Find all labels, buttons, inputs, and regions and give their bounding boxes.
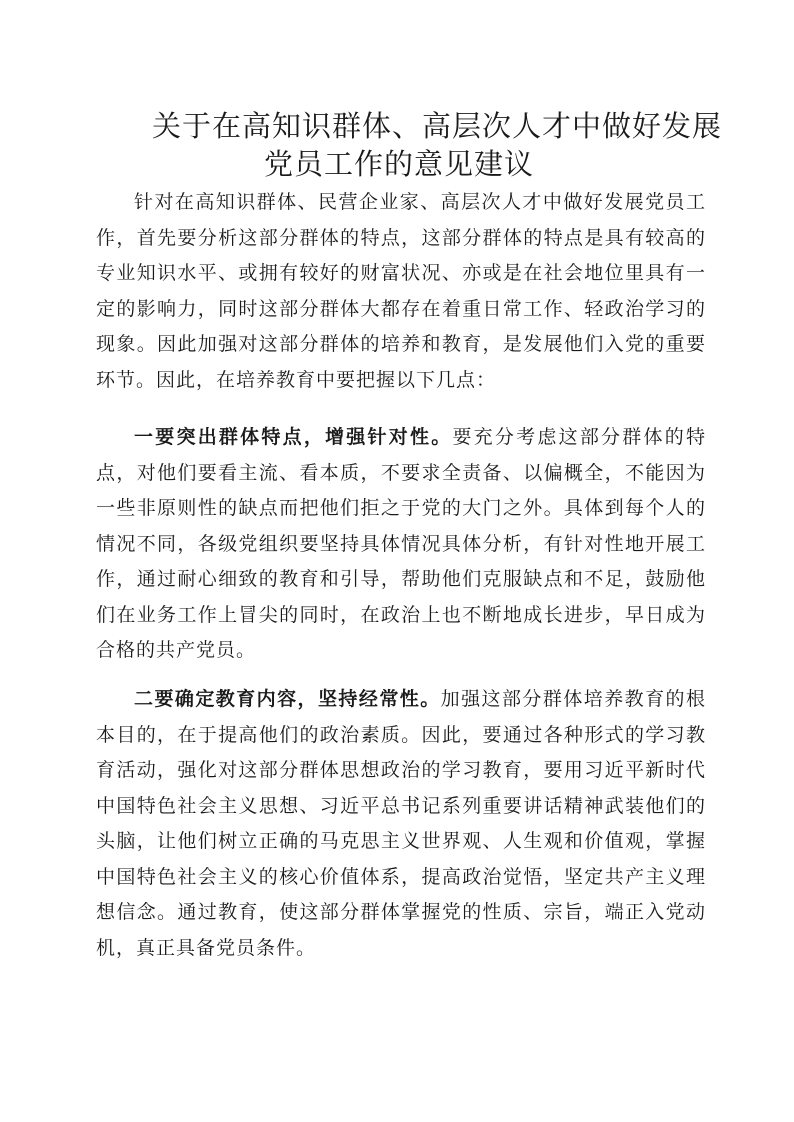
paragraph-intro xyxy=(96,185,706,398)
paragraph-point-1-text: 要充分考虑这部分群体的特点，对他们要看主流、看本质，不要求全责备、以偏概全，不能因为一些非原则性的缺点而把他们拒之于党的大门之外。具体到每个人的情况不同，各级党组织要坚持具体情况具体分析，有针对性地开展工作，通过耐心细致的教育和引导，帮助他们克服缺点和不足，鼓励他们在业务工作上冒尖的同时，在政治上也不断地成长进步，早日成为合格的共产党员。 xyxy=(96,426,706,661)
document-title-line-2: 党员工作的意见建议 xyxy=(264,147,535,181)
paragraph-point-2-heading: 二要确定教育内容，坚持经常性。 xyxy=(134,688,441,710)
paragraph-point-1 xyxy=(96,420,706,669)
paragraph-point-2-text: 加强这部分群体培养教育的根本目的，在于提高他们的政治素质。因此，要通过各种形式的学习教育活动，强化对这部分群体思想政治的学习教育，要用习近平新时代中国特色社会主义思想、习近平总书记系列重要讲话精神武装他们的头脑，让他们树立正确的马克思主义世界观、人生观和价值观，掌握中国特色社会主义的核心价值体系，提高政治觉悟，坚定共产主义理想信念。通过教育，使这部分群体掌握党的性质、宗旨，端正入党动机，真正具备党员条件。 xyxy=(96,688,706,959)
paragraph-point-1-heading: 一要突出群体特点，增强针对性。 xyxy=(134,426,453,448)
paragraph-point-2 xyxy=(96,682,706,966)
paragraph-intro-text: 针对在高知识群体、民营企业家、高层次人才中做好发展党员工作，首先要分析这部分群体的特点，这部分群体的特点是具有较高的专业知识水平、或拥有较好的财富状况、亦或是在社会地位里具有一定的影响力，同时这部分群体大都存在着重日常工作、轻政治学习的现象。因此加强对这部分群体的培养和教育，是发展他们入党的重要环节。因此，在培养教育中要把握以下几点： xyxy=(96,191,706,391)
document-title-line-1: 关于在高知识群体、高层次人才中做好发展 xyxy=(152,109,723,143)
